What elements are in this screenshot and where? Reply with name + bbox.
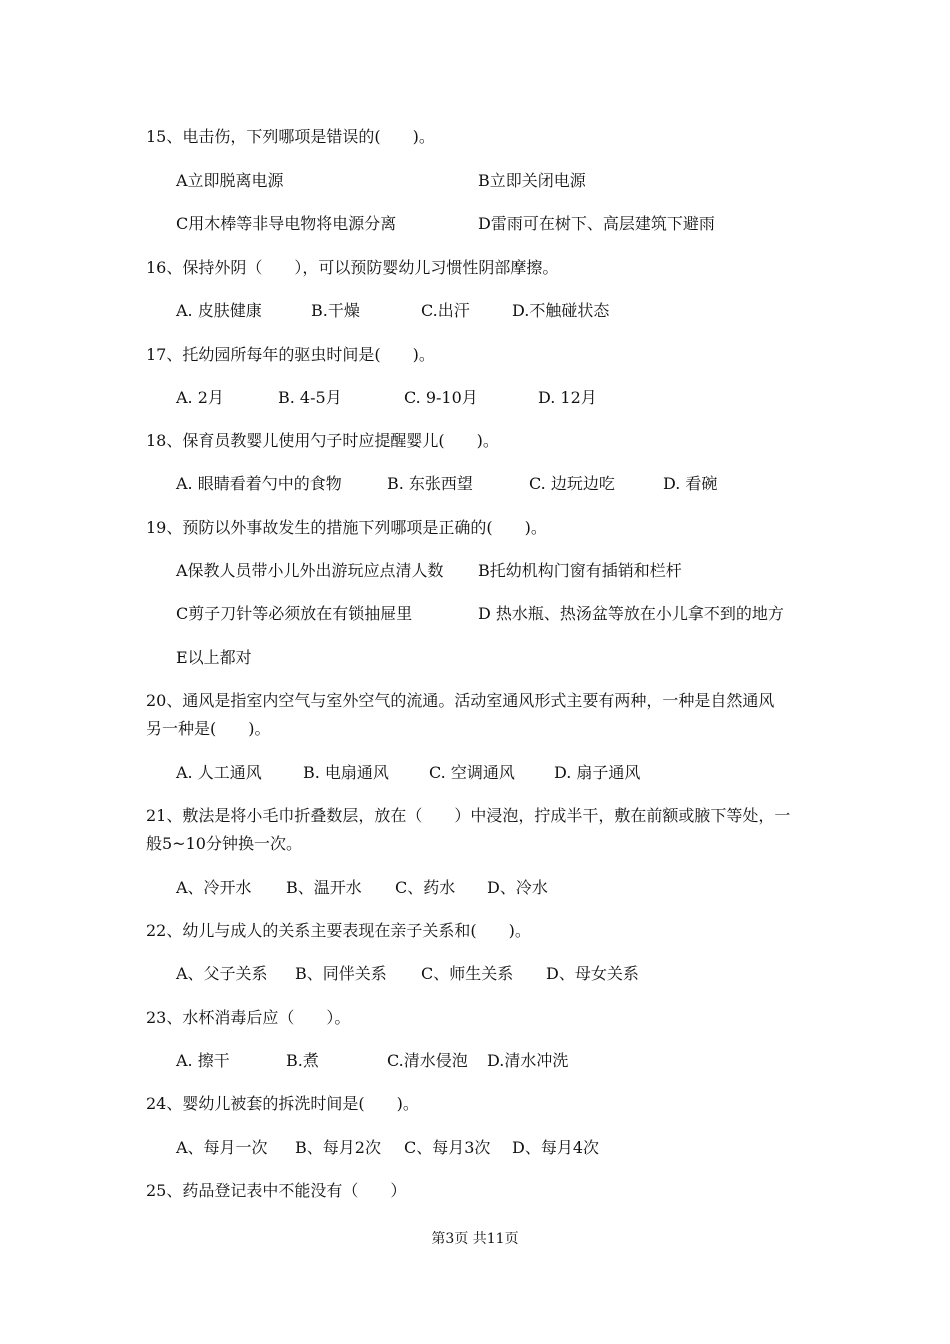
question-22: 22、幼儿与成人的关系主要表现在亲子关系和( )。 [146, 921, 531, 940]
q22-option-b: B、同伴关系 [295, 964, 387, 983]
question-18: 18、保育员教婴儿使用勺子时应提醒婴儿( )。 [146, 431, 499, 450]
q18-option-b: B. 东张西望 [387, 474, 473, 493]
q16-option-a: A. 皮肤健康 [176, 301, 262, 320]
question-21-line-2: 般5~10分钟换一次。 [146, 834, 302, 853]
q20-option-d: D. 扇子通风 [554, 763, 641, 782]
question-17: 17、托幼园所每年的驱虫时间是( )。 [146, 345, 435, 364]
q15-option-c: C用木棒等非导电物将电源分离 [176, 214, 397, 233]
q17-option-d: D. 12月 [538, 388, 597, 407]
q21-option-a: A、冷开水 [176, 878, 252, 897]
q23-option-a: A. 擦干 [176, 1051, 230, 1070]
q19-option-a: A保教人员带小儿外出游玩应点清人数 [176, 561, 444, 580]
question-24: 24、婴幼儿被套的拆洗时间是( )。 [146, 1094, 419, 1113]
q24-option-a: A、每月一次 [176, 1138, 268, 1157]
q16-option-c: C.出汗 [421, 301, 470, 320]
q21-option-c: C、药水 [395, 878, 456, 897]
q22-option-a: A、父子关系 [176, 964, 268, 983]
question-19: 19、预防以外事故发生的措施下列哪项是正确的( )。 [146, 518, 547, 537]
q19-option-c: C剪子刀针等必须放在有锁抽屉里 [176, 604, 413, 623]
q19-option-e: E以上都对 [176, 648, 252, 667]
page-number: 第3页 共11页 [431, 1231, 519, 1247]
question-25: 25、药品登记表中不能没有（ ） [146, 1181, 407, 1200]
q18-option-a: A. 眼睛看着勺中的食物 [176, 474, 342, 493]
q20-option-a: A. 人工通风 [176, 763, 262, 782]
q15-option-b: B立即关闭电源 [478, 171, 586, 190]
q24-option-c: C、每月3次 [404, 1138, 491, 1157]
q21-option-b: B、温开水 [286, 878, 362, 897]
q20-option-b: B. 电扇通风 [303, 763, 389, 782]
question-16: 16、保持外阴（ ），可以预防婴幼儿习惯性阴部摩擦。 [146, 258, 559, 277]
question-23: 23、水杯消毒后应（ ）。 [146, 1008, 351, 1027]
q17-option-b: B. 4-5月 [278, 388, 342, 407]
q23-option-d: D.清水冲洗 [487, 1051, 569, 1070]
question-21-line-1: 21、敷法是将小毛巾折叠数层，放在（ ）中浸泡，拧成半干，敷在前额或腋下等处，一 [146, 806, 791, 825]
q19-option-b: B托幼机构门窗有插销和栏杆 [478, 561, 682, 580]
q17-option-a: A. 2月 [176, 388, 224, 407]
q16-option-d: D.不触碰状态 [512, 301, 610, 320]
q15-option-a: A立即脱离电源 [176, 171, 284, 190]
question-20-line-1: 20、通风是指室内空气与室外空气的流通。活动室通风形式主要有两种，一种是自然通风 [146, 691, 775, 710]
q21-option-d: D、冷水 [487, 878, 548, 897]
q24-option-d: D、每月4次 [512, 1138, 600, 1157]
q24-option-b: B、每月2次 [295, 1138, 381, 1157]
q18-option-d: D. 看碗 [663, 474, 718, 493]
q18-option-c: C. 边玩边吃 [529, 474, 615, 493]
q22-option-c: C、师生关系 [421, 964, 514, 983]
q20-option-c: C. 空调通风 [429, 763, 515, 782]
question-15: 15、电击伤，下列哪项是错误的( )。 [146, 127, 435, 146]
q15-option-d: D雷雨可在树下、高层建筑下避雨 [478, 214, 715, 233]
question-20-line-2: 另一种是( )。 [146, 719, 271, 738]
q22-option-d: D、母女关系 [546, 964, 639, 983]
q23-option-b: B.煮 [286, 1051, 319, 1070]
q19-option-d: D 热水瓶、热汤盆等放在小儿拿不到的地方 [478, 604, 784, 623]
q17-option-c: C. 9-10月 [404, 388, 478, 407]
q23-option-c: C.清水侵泡 [387, 1051, 468, 1070]
q16-option-b: B.干燥 [311, 301, 360, 320]
